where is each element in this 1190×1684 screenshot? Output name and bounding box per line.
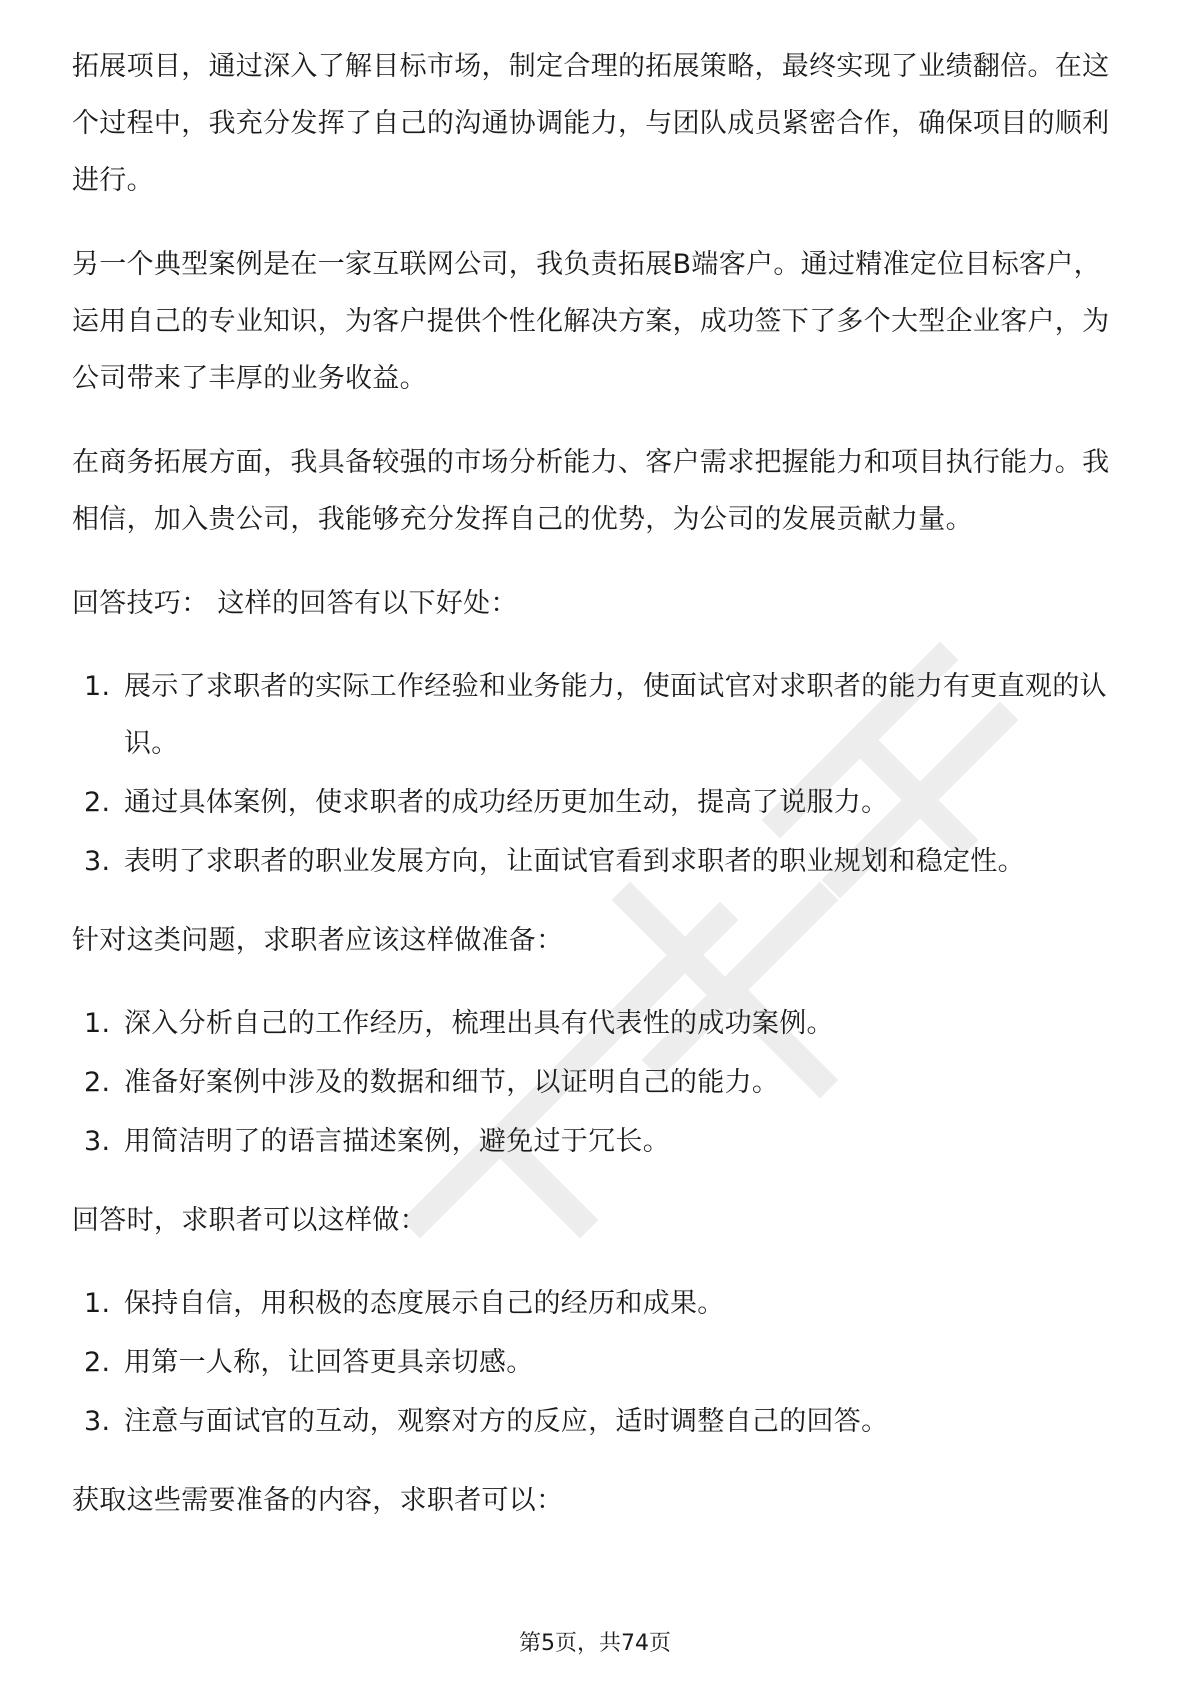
list-item-text: 通过具体案例，使求职者的成功经历更加生动，提高了说服力。	[124, 787, 889, 818]
prepare-heading: 针对这类问题，求职者应该这样做准备：	[72, 925, 564, 956]
tips-heading: 回答技巧： 这样的回答有以下好处：	[72, 588, 518, 619]
list-item-text: 深入分析自己的工作经历，梳理出具有代表性的成功案例。	[124, 1008, 834, 1039]
answer-heading: 回答时，求职者可以这样做：	[72, 1205, 427, 1236]
paragraph-business-ability: 在商务拓展方面，我具备较强的市场分析能力、客户需求把握能力和项目执行能力。我相信，加入贵公司，我能够充分发挥自己的优势，为公司的发展贡献力量。	[72, 447, 1110, 535]
tips-list	[72, 658, 1120, 890]
list-item-text: 保持自信，用积极的态度展示自己的经历和成果。	[124, 1288, 725, 1319]
list-item: 1. 保持自信，用积极的态度展示自己的经历和成果。	[84, 1288, 725, 1319]
list-item: 1. 展示了求职者的实际工作经验和业务能力，使面试官对求职者的能力有更直观的认识。	[84, 671, 1107, 759]
list-item: 3. 注意与面试官的互动，观察对方的反应，适时调整自己的回答。	[84, 1406, 889, 1437]
closing-paragraph: 获取这些需要准备的内容，求职者可以：	[72, 1485, 564, 1516]
list-item: 3. 表明了求职者的职业发展方向，让面试官看到求职者的职业规划和稳定性。	[84, 846, 1025, 877]
list-item-text: 用简洁明了的语言描述案例，避免过于冗长。	[124, 1126, 670, 1157]
answer-list	[72, 1275, 1120, 1450]
page-footer: 第5页，共74页	[519, 1631, 671, 1656]
list-item-text: 用第一人称，让回答更具亲切感。	[124, 1347, 534, 1378]
list-item: 3. 用简洁明了的语言描述案例，避免过于冗长。	[84, 1126, 670, 1157]
document-body	[72, 38, 1120, 1555]
list-item: 2. 通过具体案例，使求职者的成功经历更加生动，提高了说服力。	[84, 787, 889, 818]
list-item-text: 准备好案例中涉及的数据和细节，以证明自己的能力。	[124, 1067, 780, 1098]
list-item: 2. 准备好案例中涉及的数据和细节，以证明自己的能力。	[84, 1067, 780, 1098]
list-item-text: 表明了求职者的职业发展方向，让面试官看到求职者的职业规划和稳定性。	[124, 846, 1025, 877]
list-item: 1. 深入分析自己的工作经历，梳理出具有代表性的成功案例。	[84, 1008, 834, 1039]
paragraph-internet-case: 另一个典型案例是在一家互联网公司，我负责拓展B端客户。通过精准定位目标客户，运用自己的专业知识，为客户提供个性化解决方案，成功签下了多个大型企业客户，为公司带来了丰厚的业务收益。	[72, 249, 1110, 394]
list-item: 2. 用第一人称，让回答更具亲切感。	[84, 1347, 534, 1378]
paragraph-project: 拓展项目，通过深入了解目标市场，制定合理的拓展策略，最终实现了业绩翻倍。在这个过程中，我充分发挥了自己的沟通协调能力，与团队成员紧密合作，确保项目的顺利进行。	[72, 51, 1110, 196]
list-item-text: 注意与面试官的互动，观察对方的反应，适时调整自己的回答。	[124, 1406, 889, 1437]
list-item-text: 展示了求职者的实际工作经验和业务能力，使面试官对求职者的能力有更直观的认识。	[124, 671, 1107, 759]
prepare-list	[72, 995, 1120, 1170]
